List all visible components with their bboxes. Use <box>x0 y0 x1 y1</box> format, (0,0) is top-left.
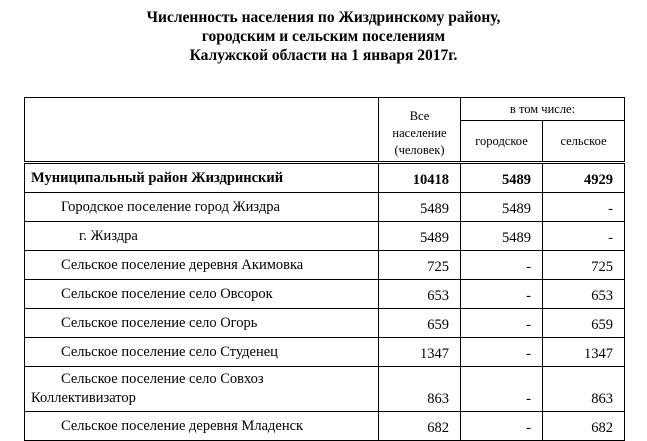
header-row-1 <box>25 98 625 121</box>
title-line-1: Численность населения по Жиздринскому району, <box>146 9 501 26</box>
table-row <box>25 338 625 367</box>
row-total: 5489 <box>379 193 461 222</box>
row-name: Сельское поселение село Овсорок <box>25 280 379 309</box>
row-name: г. Жиздра <box>25 222 379 251</box>
row-urban: - <box>461 280 543 309</box>
table-row <box>25 280 625 309</box>
row-rural: 725 <box>543 251 625 280</box>
row-urban: - <box>461 309 543 338</box>
row-rural: 653 <box>543 280 625 309</box>
row-total: 682 <box>379 412 461 441</box>
table-row <box>25 193 625 222</box>
row-urban: 5489 <box>461 193 543 222</box>
title-line-2: городским и сельским поселениям <box>201 28 446 45</box>
table-row <box>25 222 625 251</box>
row-urban: - <box>461 367 543 412</box>
table-row <box>25 163 625 193</box>
row-name: Муниципальный район Жиздринский <box>25 163 379 193</box>
header-name-cell <box>25 98 379 163</box>
row-urban: 5489 <box>461 222 543 251</box>
row-total: 653 <box>379 280 461 309</box>
row-name: Сельское поселение деревня Младенск <box>25 412 379 441</box>
row-total: 863 <box>379 367 461 412</box>
row-rural: 863 <box>543 367 625 412</box>
row-name: Сельское поселение село Совхоз Коллективизатор <box>25 367 379 412</box>
row-urban: - <box>461 338 543 367</box>
row-rural: 659 <box>543 309 625 338</box>
title-line-3: Калужской области на 1 января 2017г. <box>189 47 458 64</box>
row-total: 725 <box>379 251 461 280</box>
row-urban: - <box>461 412 543 441</box>
row-rural: 4929 <box>543 163 625 193</box>
row-urban: - <box>461 251 543 280</box>
row-rural: 1347 <box>543 338 625 367</box>
row-rural: - <box>543 222 625 251</box>
population-table <box>24 97 625 441</box>
row-total: 659 <box>379 309 461 338</box>
row-urban: 5489 <box>461 163 543 193</box>
header-urban: городское <box>461 121 543 163</box>
row-name: Городское поселение город Жиздра <box>25 193 379 222</box>
header-group: в том числе: <box>461 98 625 121</box>
row-rural: 682 <box>543 412 625 441</box>
document-title <box>0 8 647 65</box>
row-rural: - <box>543 193 625 222</box>
table-row <box>25 251 625 280</box>
header-total: Все население (человек) <box>379 98 461 163</box>
row-name: Сельское поселение село Огорь <box>25 309 379 338</box>
table-row <box>25 412 625 441</box>
header-rural: сельское <box>543 121 625 163</box>
row-total: 10418 <box>379 163 461 193</box>
row-total: 1347 <box>379 338 461 367</box>
row-name: Сельское поселение деревня Акимовка <box>25 251 379 280</box>
row-name: Сельское поселение село Студенец <box>25 338 379 367</box>
table-row <box>25 367 625 412</box>
row-total: 5489 <box>379 222 461 251</box>
table-row <box>25 309 625 338</box>
